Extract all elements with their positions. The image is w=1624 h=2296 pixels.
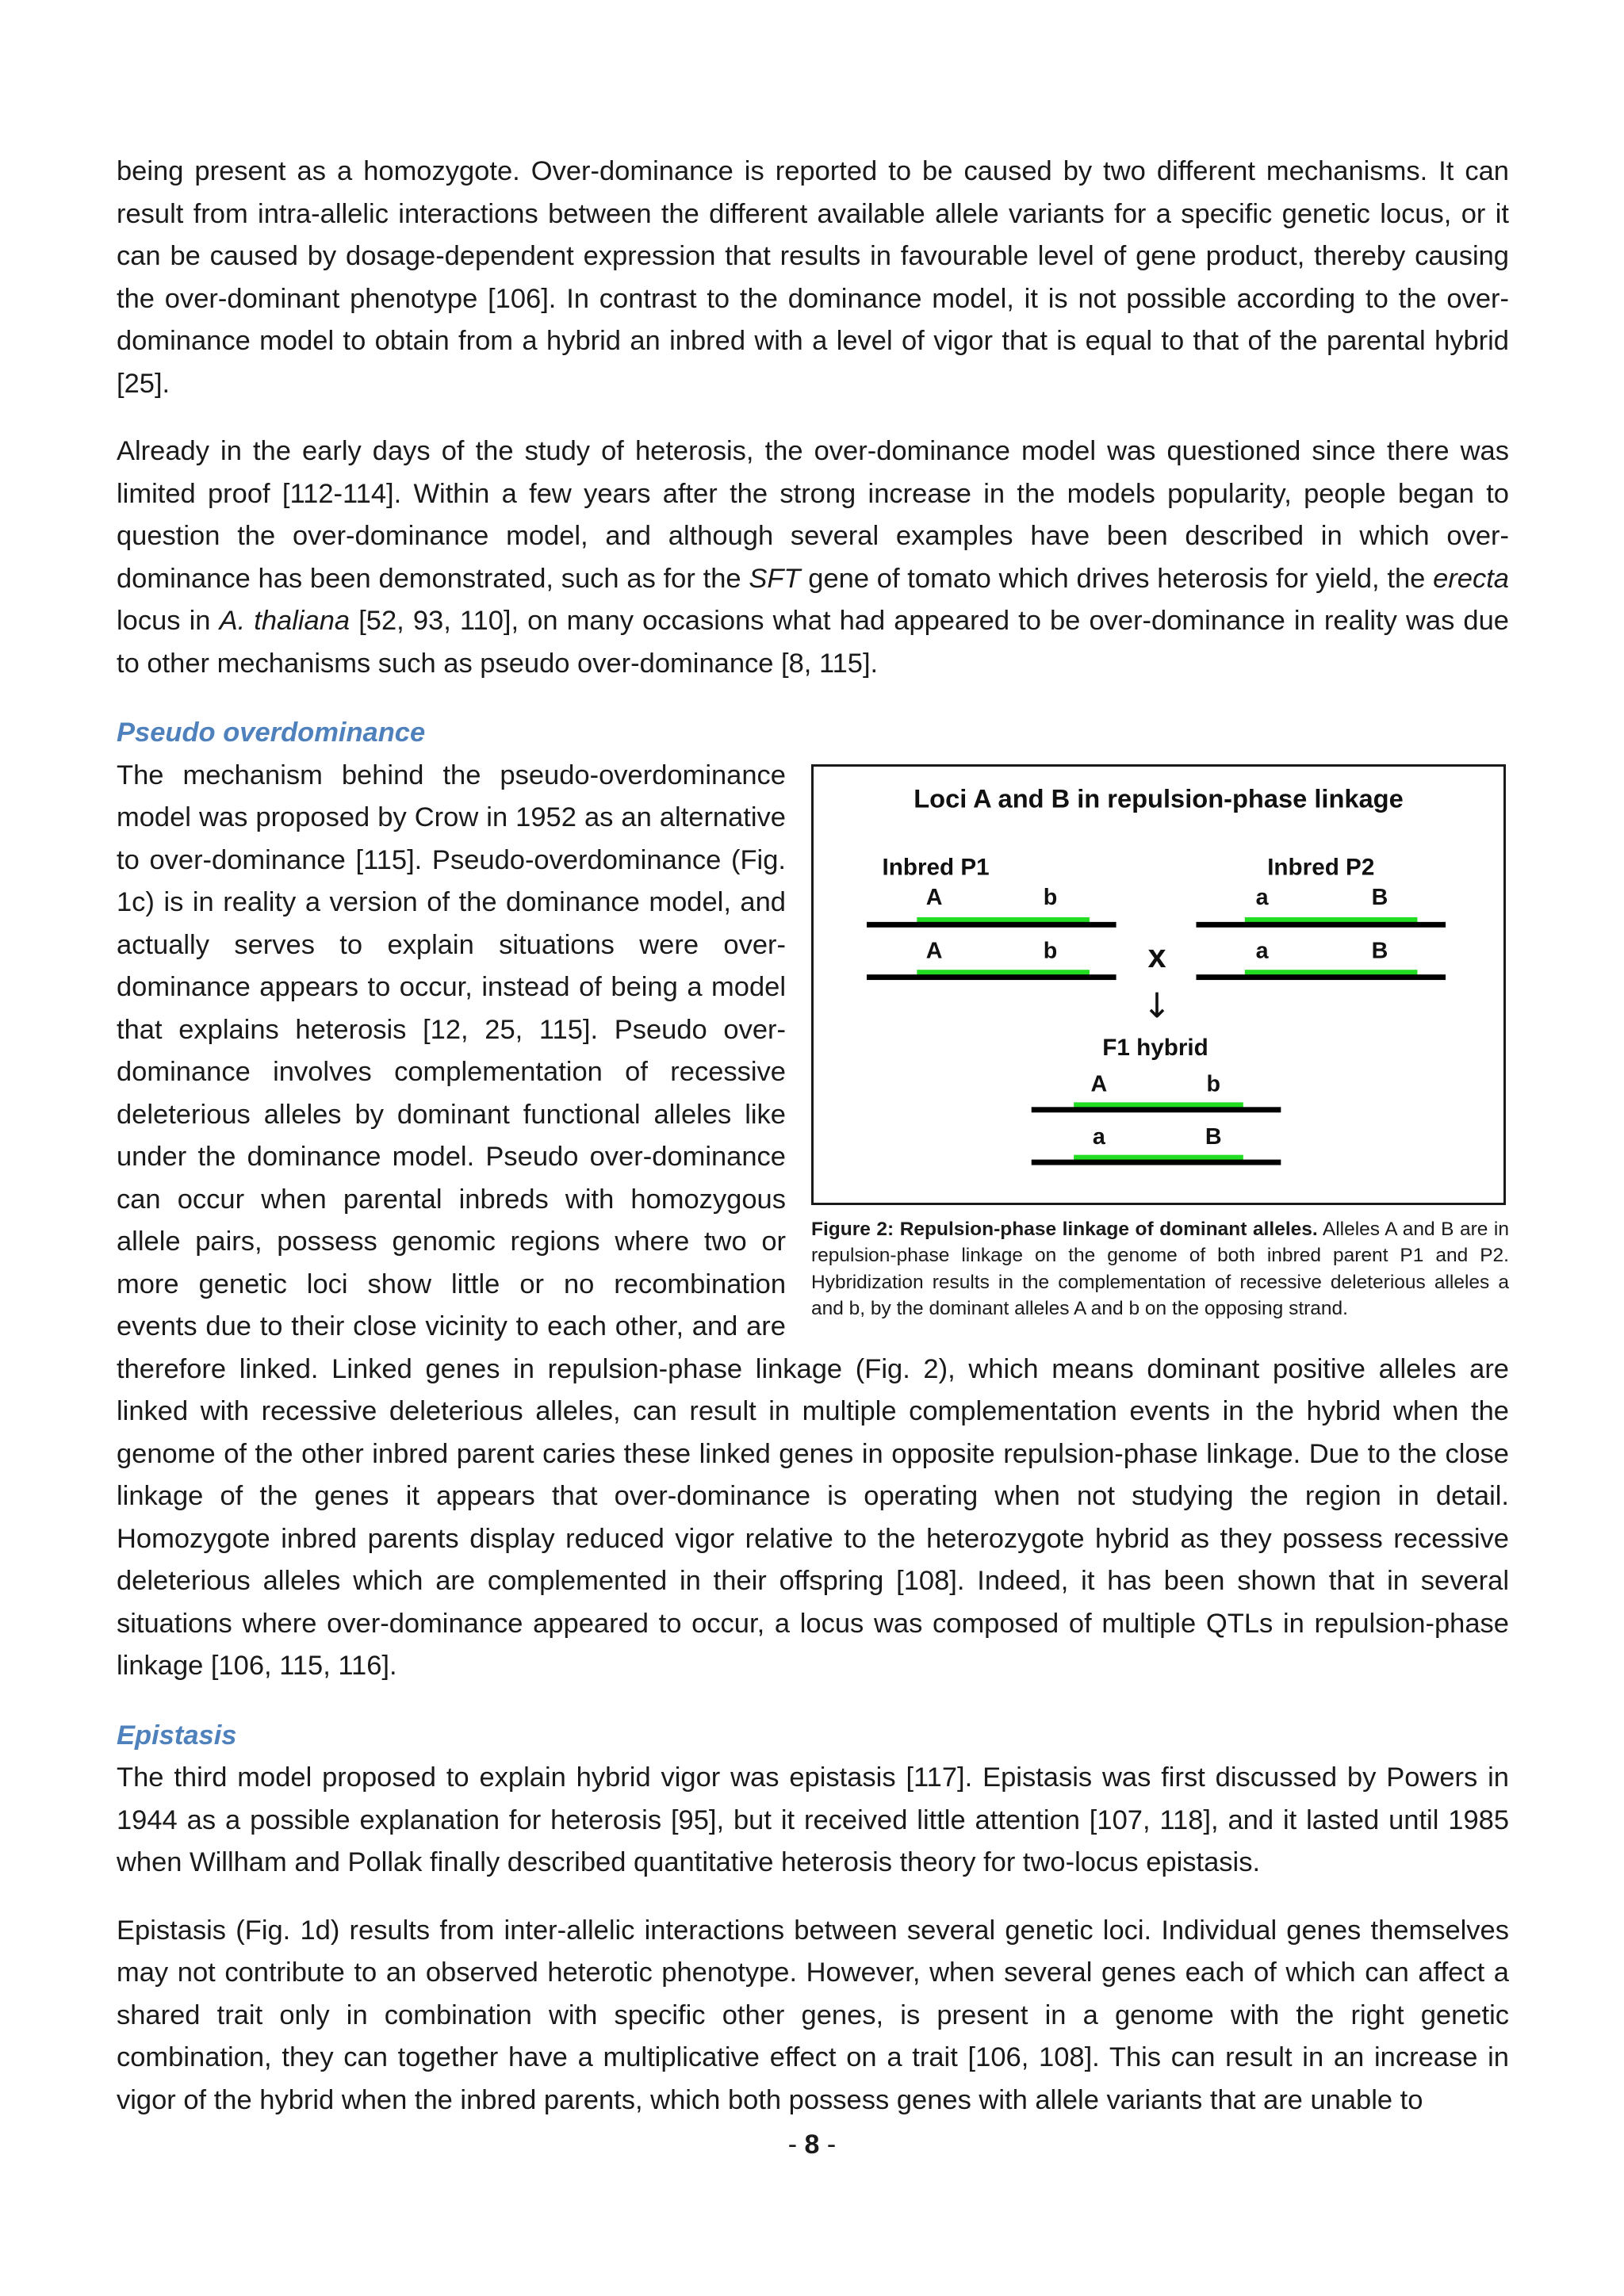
page-number-value: 8 — [804, 2130, 820, 2160]
section-heading-epistasis: Epistasis — [117, 1720, 237, 1751]
f1-upper-chromosome — [1032, 1107, 1281, 1112]
f1-upper-locus-green — [1074, 1102, 1243, 1108]
p2-upper-allele-a: a — [1255, 884, 1269, 910]
p2-text-4: [52, 93, 110], on many occasions what had appeared to be over-dominance in reality was due to other mechanisms such as pseudo over-dominance [8, 115]. — [117, 606, 1509, 679]
caption-text: Alleles A and B are in repulsion-phase linkage on the genome of both inbred parent P1 and P2. Hybridization results in the complementation of recessive deleterious alleles a and b, by the dominant alleles A and b on the opposing strand. — [811, 1218, 1509, 1319]
f1-lower-chromosome — [1032, 1159, 1281, 1165]
p1-lower-locus-green — [917, 970, 1090, 975]
p2-lower-locus-green — [1245, 970, 1418, 975]
figure-2 — [811, 764, 1509, 1322]
f1-lower-allele-a: a — [1092, 1123, 1105, 1150]
page-number-dash-left: - — [787, 2130, 805, 2160]
p2-italic-erecta: erecta — [1433, 563, 1509, 594]
p2-italic-sft: SFT — [749, 563, 801, 594]
figure-2-diagram — [811, 764, 1506, 1205]
p1-lower-allele-A: A — [925, 937, 943, 963]
paragraph-overdominance-mechanisms: being present as a homozygote. Over-dominance is reported to be caused by two different mechanisms. It can result from intra-allelic interactions between the different available allele variants for a specific genetic locus, or it can be caused by dosage-dependent expression that results in favourable level of gene product, thereby causing the over-dominant phenotype [106]. In contrast to the dominance model, it is not possible according to the over-dominance model to obtain from a hybrid an inbred with a level of vigor that is equal to that of the parental hybrid [25]. — [117, 156, 1509, 399]
page-body — [117, 151, 1509, 2122]
p1-lower-chromosome — [867, 974, 1116, 980]
down-arrow-icon: ↓ — [1142, 986, 1172, 1027]
p1-lower-allele-b: b — [1043, 937, 1058, 963]
p2-upper-locus-green — [1245, 916, 1418, 922]
p2-text-3: locus in — [117, 606, 220, 636]
f1-lower-locus-green — [1074, 1154, 1243, 1160]
paragraph-epistasis-mechanism: Epistasis (Fig. 1d) results from inter-allelic interactions between several genetic loci. Individual genes themselves may not contribute to an observed heterotic phenotype. However, when several genes each of which can affect a shared trait only in combination with specific other genes, is present in a genome with the right genetic combination, they can together have a multiplicative effect on a trait [106, 108]. This can result in an increase in vigor of the hybrid when the inbred parents, which both possess genes with allele variants that are unable to — [117, 1915, 1509, 2115]
page-number — [0, 2130, 1624, 2160]
paragraph-pseudo-overdominance: The mechanism behind the pseudo-overdominance model was proposed by Crow in 1952 as an alternative to over-dominance [115]. Pseudo-overdominance (Fig. 1c) is in reality a version of the dominance model, and actually serves to explain situations were over-dominance appears to occur, instead of being a model that explains heterosis [12, 25, 115]. Pseudo over-dominance involves complementation of recessive deleterious alleles by dominant functional alleles like under the dominance model. Pseudo over-dominance can occur when parental inbreds with homozygous allele pairs, possess genomic regions where two or more genetic loci show little or no recombination events due to their close vicinity to each other, and are therefore linked. Linked genes in repulsion-phase linkage (Fig. 2), which means dominant positive alleles are linked with recessive deleterious alleles, can result in multiple complementation events in the hybrid when the genome of the other inbred parent caries these linked genes in opposite repulsion-phase linkage. Due to the close linkage of the genes it appears that over-dominance is operating when not studying the region in detail. Homozygote inbred parents display reduced vigor relative to the heterozygote hybrid as they possess recessive deleterious alleles which are complemented in their offspring [108]. Indeed, it has been shown that in several situations where over-dominance appeared to occur, a locus was composed of multiple QTLs in repulsion-phase linkage [106, 115, 116]. — [117, 760, 1509, 1681]
label-f1-hybrid: F1 hybrid — [1102, 1034, 1208, 1061]
f1-upper-allele-b: b — [1206, 1071, 1221, 1097]
caption-title: Figure 2: Repulsion-phase linkage of dominant alleles. — [811, 1218, 1318, 1240]
f1-upper-allele-A: A — [1090, 1071, 1108, 1097]
paragraph-epistasis-history: The third model proposed to explain hybrid vigor was epistasis [117]. Epistasis was first discussed by Powers in 1944 as a possible explanation for heterosis [95], but it received little attention [107, 118], and it lasted until 1985 when Willham and Pollak finally described quantitative heterosis theory for two-locus epistasis. — [117, 1762, 1509, 1877]
p2-lower-chromosome — [1196, 974, 1446, 980]
figure-2-caption — [811, 1216, 1509, 1322]
p2-upper-allele-B: B — [1371, 884, 1388, 910]
label-inbred-p2: Inbred P2 — [1267, 854, 1375, 881]
p2-italic-species: A. thaliana — [219, 606, 350, 636]
p2-text-1: Already in the early days of the study of heterosis, the over-dominance model was questioned since there was limited proof [112-114]. Within a few years after the strong increase in the models popularity, people began to question the over-dominance model, and although several examples have been described in which over-dominance has been demonstrated, such as for the — [117, 436, 1509, 594]
p2-lower-allele-B: B — [1371, 937, 1388, 963]
figure-title: Loci A and B in repulsion-phase linkage — [914, 783, 1404, 813]
p2-upper-chromosome — [1196, 921, 1446, 927]
p2-lower-allele-a: a — [1255, 937, 1269, 963]
page-number-dash-right: - — [819, 2130, 837, 2160]
f1-lower-allele-B: B — [1205, 1123, 1222, 1150]
label-inbred-p1: Inbred P1 — [882, 854, 990, 881]
p2-text-2: gene of tomato which drives heterosis for yield, the — [800, 563, 1434, 594]
p1-upper-locus-green — [917, 916, 1090, 922]
section-heading-pseudo-overdominance: Pseudo overdominance — [117, 718, 426, 748]
p1-upper-chromosome — [867, 921, 1116, 927]
paragraph-overdominance-questioned — [117, 430, 1509, 685]
cross-symbol: x — [1147, 936, 1166, 974]
p1-upper-allele-b: b — [1043, 884, 1058, 910]
p1-upper-allele-A: A — [925, 884, 943, 910]
